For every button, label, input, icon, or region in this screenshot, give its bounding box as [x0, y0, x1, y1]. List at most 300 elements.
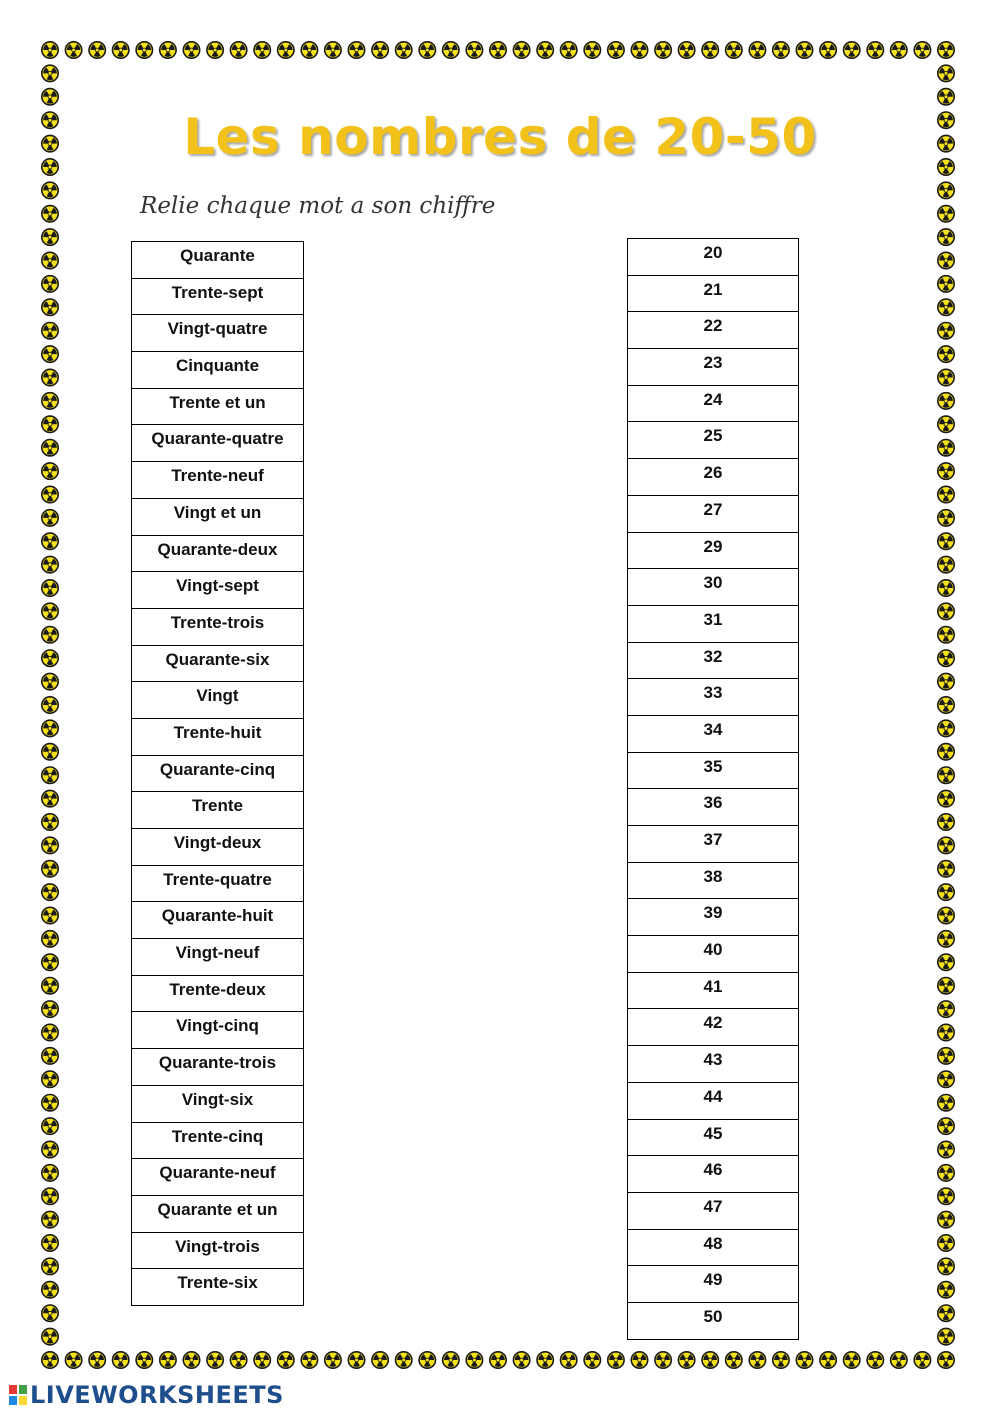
radiation-symbol-icon	[65, 1352, 81, 1368]
radiation-symbol-icon	[42, 1141, 58, 1157]
number-row	[628, 1009, 799, 1046]
number-cell[interactable]: 25	[628, 422, 799, 459]
number-cell[interactable]: 21	[628, 275, 799, 312]
word-row	[132, 608, 304, 645]
word-list	[131, 241, 304, 1306]
radiation-symbol-icon	[348, 1352, 364, 1368]
page-title: Les nombres de 20-50	[183, 108, 817, 166]
number-cell[interactable]: 24	[628, 385, 799, 422]
radiation-symbol-icon	[42, 299, 58, 315]
radiation-symbol-icon	[113, 1352, 129, 1368]
radiation-symbol-icon	[136, 1352, 152, 1368]
radiation-symbol-icon	[42, 440, 58, 456]
radiation-symbol-icon	[42, 1352, 58, 1368]
radiation-symbol-icon	[938, 369, 954, 385]
radiation-symbol-icon	[938, 1118, 954, 1134]
number-row	[628, 532, 799, 569]
radiation-symbol-icon	[938, 42, 954, 58]
radiation-symbol-icon	[938, 837, 954, 853]
radiation-symbol-icon	[938, 1024, 954, 1040]
radiation-symbol-icon	[938, 1071, 954, 1087]
radiation-symbol-icon	[938, 790, 954, 806]
number-row	[628, 312, 799, 349]
radiation-symbol-icon	[938, 229, 954, 245]
number-row	[628, 826, 799, 863]
word-cell[interactable]: Trente-huit	[132, 718, 304, 755]
word-cell[interactable]: Quarante	[132, 242, 304, 279]
radiation-symbol-icon	[537, 1352, 553, 1368]
radiation-symbol-icon	[749, 1352, 765, 1368]
radiation-symbol-icon	[42, 1235, 58, 1251]
radiation-symbol-icon	[136, 42, 152, 58]
radiation-symbol-icon	[938, 416, 954, 432]
word-cell[interactable]: Vingt	[132, 682, 304, 719]
radiation-symbol-icon	[372, 42, 388, 58]
radiation-symbol-icon	[938, 299, 954, 315]
radiation-symbol-icon	[938, 252, 954, 268]
radiation-symbol-icon	[844, 42, 860, 58]
radiation-symbol-icon	[42, 814, 58, 830]
logo-mark-icon	[8, 1383, 28, 1407]
word-cell[interactable]: Vingt-neuf	[132, 939, 304, 976]
radiation-symbol-icon	[42, 1258, 58, 1274]
radiation-symbol-icon	[938, 603, 954, 619]
radiation-symbol-icon	[938, 697, 954, 713]
radiation-symbol-icon	[183, 42, 199, 58]
word-cell[interactable]: Trente et un	[132, 388, 304, 425]
word-cell[interactable]: Trente-six	[132, 1269, 304, 1306]
radiation-symbol-icon	[419, 42, 435, 58]
radiation-symbol-icon	[655, 42, 671, 58]
radiation-symbol-icon	[42, 931, 58, 947]
number-cell[interactable]: 37	[628, 826, 799, 863]
radiation-symbol-icon	[938, 1258, 954, 1274]
radiation-symbol-icon	[631, 42, 647, 58]
radiation-symbol-icon	[702, 42, 718, 58]
radiation-symbol-icon	[42, 1305, 58, 1321]
number-cell[interactable]: 41	[628, 972, 799, 1009]
word-row	[132, 425, 304, 462]
radiation-symbol-icon	[348, 42, 364, 58]
radiation-symbol-icon	[396, 42, 412, 58]
radiation-symbol-icon	[749, 42, 765, 58]
number-row	[628, 1266, 799, 1303]
word-row	[132, 1012, 304, 1049]
radiation-symbol-icon	[65, 42, 81, 58]
word-cell[interactable]: Quarante-deux	[132, 535, 304, 572]
radiation-symbol-icon	[42, 556, 58, 572]
radiation-symbol-icon	[42, 1118, 58, 1134]
number-row	[628, 239, 799, 276]
radiation-symbol-icon	[938, 907, 954, 923]
word-cell[interactable]: Quarante-trois	[132, 1049, 304, 1086]
radiation-symbol-icon	[42, 42, 58, 58]
radiation-symbol-icon	[773, 1352, 789, 1368]
number-row	[628, 495, 799, 532]
radiation-symbol-icon	[938, 89, 954, 105]
radiation-symbol-icon	[42, 252, 58, 268]
word-row	[132, 572, 304, 609]
radiation-symbol-icon	[914, 1352, 930, 1368]
radiation-symbol-icon	[42, 790, 58, 806]
word-cell[interactable]: Quarante-neuf	[132, 1159, 304, 1196]
word-cell[interactable]: Vingt-sept	[132, 572, 304, 609]
radiation-symbol-icon	[466, 1352, 482, 1368]
radiation-symbol-icon	[254, 42, 270, 58]
word-cell[interactable]: Trente-sept	[132, 278, 304, 315]
radiation-symbol-icon	[42, 1211, 58, 1227]
radiation-symbol-icon	[42, 603, 58, 619]
word-cell[interactable]: Trente-neuf	[132, 462, 304, 499]
radiation-symbol-icon	[938, 182, 954, 198]
number-cell[interactable]: 48	[628, 1229, 799, 1266]
radiation-symbol-icon	[207, 42, 223, 58]
word-row	[132, 1085, 304, 1122]
radiation-symbol-icon	[42, 1282, 58, 1298]
radiation-symbol-icon	[773, 42, 789, 58]
number-cell[interactable]: 31	[628, 605, 799, 642]
radiation-symbol-icon	[938, 580, 954, 596]
logo-text: LIVEWORKSHEETS	[30, 1381, 284, 1409]
radiation-symbol-icon	[938, 276, 954, 292]
radiation-symbol-icon	[42, 1001, 58, 1017]
word-row	[132, 1159, 304, 1196]
radiation-symbol-icon	[42, 182, 58, 198]
number-cell[interactable]: 42	[628, 1009, 799, 1046]
radiation-symbol-icon	[938, 1328, 954, 1344]
instruction-text: Relie chaque mot a son chiffre	[140, 193, 496, 219]
radiation-symbol-icon	[726, 42, 742, 58]
number-row	[628, 422, 799, 459]
number-row	[628, 349, 799, 386]
radiation-symbol-icon	[42, 369, 58, 385]
number-list-container	[620, 230, 810, 1354]
word-cell[interactable]: Trente-cinq	[132, 1122, 304, 1159]
number-cell[interactable]: 34	[628, 715, 799, 752]
radiation-symbol-icon	[631, 1352, 647, 1368]
word-row	[132, 1195, 304, 1232]
word-cell[interactable]: Vingt et un	[132, 498, 304, 535]
radiation-symbol-icon	[914, 42, 930, 58]
radiation-symbol-icon	[584, 1352, 600, 1368]
radiation-symbol-icon	[42, 276, 58, 292]
radiation-symbol-icon	[655, 1352, 671, 1368]
number-cell[interactable]: 50	[628, 1302, 799, 1339]
number-cell[interactable]: 46	[628, 1156, 799, 1193]
word-row	[132, 242, 304, 279]
radiation-symbol-icon	[42, 1328, 58, 1344]
radiation-symbol-icon	[678, 1352, 694, 1368]
radiation-symbol-icon	[938, 346, 954, 362]
radiation-symbol-icon	[42, 393, 58, 409]
number-row	[628, 972, 799, 1009]
number-row	[628, 862, 799, 899]
radiation-symbol-icon	[42, 1095, 58, 1111]
word-row	[132, 1049, 304, 1086]
radiation-symbol-icon	[537, 42, 553, 58]
radiation-symbol-icon	[938, 1095, 954, 1111]
radiation-symbol-icon	[938, 673, 954, 689]
number-cell[interactable]: 44	[628, 1082, 799, 1119]
radiation-symbol-icon	[938, 954, 954, 970]
number-row	[628, 1082, 799, 1119]
number-row	[628, 1119, 799, 1156]
radiation-symbol-icon	[938, 1235, 954, 1251]
number-row	[628, 385, 799, 422]
radiation-symbol-icon	[796, 42, 812, 58]
radiation-symbol-icon	[42, 650, 58, 666]
radiation-symbol-icon	[938, 650, 954, 666]
radiation-symbol-icon	[443, 42, 459, 58]
radiation-symbol-icon	[42, 580, 58, 596]
radiation-symbol-icon	[325, 1352, 341, 1368]
radiation-symbol-icon	[938, 1305, 954, 1321]
radiation-symbol-icon	[396, 1352, 412, 1368]
radiation-symbol-icon	[726, 1352, 742, 1368]
radiation-symbol-icon	[938, 1048, 954, 1064]
radiation-symbol-icon	[938, 1141, 954, 1157]
number-cell[interactable]: 39	[628, 899, 799, 936]
radiation-symbol-icon	[207, 1352, 223, 1368]
radiation-symbol-icon	[938, 206, 954, 222]
word-row	[132, 1232, 304, 1269]
number-row	[628, 715, 799, 752]
radiation-symbol-icon	[938, 627, 954, 643]
radiation-symbol-icon	[42, 463, 58, 479]
radiation-symbol-icon	[867, 1352, 883, 1368]
word-cell[interactable]: Quarante-quatre	[132, 425, 304, 462]
radiation-symbol-icon	[490, 1352, 506, 1368]
number-row	[628, 679, 799, 716]
word-cell[interactable]: Quarante-cinq	[132, 755, 304, 792]
radiation-symbol-icon	[490, 42, 506, 58]
radiation-symbol-icon	[42, 744, 58, 760]
radiation-symbol-icon	[42, 767, 58, 783]
radiation-symbol-icon	[42, 1024, 58, 1040]
radiation-symbol-icon	[938, 1352, 954, 1368]
word-cell[interactable]: Vingt-cinq	[132, 1012, 304, 1049]
number-row	[628, 605, 799, 642]
radiation-symbol-icon	[42, 861, 58, 877]
word-cell[interactable]: Vingt-quatre	[132, 315, 304, 352]
radiation-symbol-icon	[42, 1048, 58, 1064]
radiation-symbol-icon	[42, 206, 58, 222]
word-row	[132, 1269, 304, 1306]
radiation-symbol-icon	[42, 1165, 58, 1181]
radiation-symbol-icon	[584, 42, 600, 58]
radiation-symbol-icon	[938, 65, 954, 81]
word-cell[interactable]: Quarante-six	[132, 645, 304, 682]
number-row	[628, 752, 799, 789]
number-row	[628, 569, 799, 606]
liveworksheets-logo	[8, 1380, 284, 1410]
radiation-symbol-icon	[844, 1352, 860, 1368]
word-row	[132, 902, 304, 939]
radiation-symbol-icon	[938, 510, 954, 526]
radiation-symbol-icon	[938, 556, 954, 572]
radiation-symbol-icon	[42, 1071, 58, 1087]
radiation-symbol-icon	[42, 884, 58, 900]
number-row	[628, 936, 799, 973]
radiation-symbol-icon	[443, 1352, 459, 1368]
number-row	[628, 789, 799, 826]
number-cell[interactable]: 20	[628, 239, 799, 276]
word-row	[132, 462, 304, 499]
radiation-symbol-icon	[42, 533, 58, 549]
radiation-symbol-icon	[42, 229, 58, 245]
word-cell[interactable]: Trente-trois	[132, 608, 304, 645]
word-cell[interactable]: Vingt-deux	[132, 829, 304, 866]
radiation-symbol-icon	[89, 1352, 105, 1368]
number-cell[interactable]: 47	[628, 1192, 799, 1229]
radiation-symbol-icon	[42, 720, 58, 736]
radiation-symbol-icon	[42, 697, 58, 713]
radiation-symbol-icon	[42, 323, 58, 339]
word-cell[interactable]: Cinquante	[132, 352, 304, 389]
radiation-symbol-icon	[42, 416, 58, 432]
radiation-symbol-icon	[42, 907, 58, 923]
number-row	[628, 275, 799, 312]
number-cell[interactable]: 45	[628, 1119, 799, 1156]
number-row	[628, 1302, 799, 1339]
radiation-symbol-icon	[301, 42, 317, 58]
number-cell[interactable]: 35	[628, 752, 799, 789]
radiation-symbol-icon	[820, 1352, 836, 1368]
radiation-symbol-icon	[702, 1352, 718, 1368]
radiation-symbol-icon	[419, 1352, 435, 1368]
word-row	[132, 939, 304, 976]
word-row	[132, 755, 304, 792]
radiation-symbol-icon	[230, 42, 246, 58]
radiation-symbol-icon	[938, 1188, 954, 1204]
word-row	[132, 975, 304, 1012]
word-cell[interactable]: Vingt-six	[132, 1085, 304, 1122]
number-cell[interactable]: 38	[628, 862, 799, 899]
radiation-symbol-icon	[466, 42, 482, 58]
number-cell[interactable]: 22	[628, 312, 799, 349]
radiation-symbol-icon	[561, 1352, 577, 1368]
word-row	[132, 829, 304, 866]
radiation-symbol-icon	[42, 978, 58, 994]
radiation-symbol-icon	[325, 42, 341, 58]
number-row	[628, 642, 799, 679]
radiation-symbol-icon	[230, 1352, 246, 1368]
radiation-symbol-icon	[183, 1352, 199, 1368]
number-cell[interactable]: 30	[628, 569, 799, 606]
radiation-symbol-icon	[42, 1188, 58, 1204]
word-cell[interactable]: Trente	[132, 792, 304, 829]
radiation-symbol-icon	[938, 1165, 954, 1181]
word-row	[132, 278, 304, 315]
radiation-symbol-icon	[254, 1352, 270, 1368]
number-row	[628, 1229, 799, 1266]
number-cell[interactable]: 36	[628, 789, 799, 826]
radiation-symbol-icon	[938, 323, 954, 339]
radiation-symbol-icon	[796, 1352, 812, 1368]
radiation-symbol-icon	[160, 1352, 176, 1368]
radiation-symbol-icon	[301, 1352, 317, 1368]
radiation-symbol-icon	[938, 1211, 954, 1227]
radiation-symbol-icon	[160, 42, 176, 58]
number-cell[interactable]: 33	[628, 679, 799, 716]
radiation-symbol-icon	[938, 393, 954, 409]
number-cell[interactable]: 43	[628, 1046, 799, 1083]
radiation-symbol-icon	[678, 42, 694, 58]
number-row	[628, 1046, 799, 1083]
radiation-symbol-icon	[938, 533, 954, 549]
radiation-symbol-icon	[938, 1282, 954, 1298]
radiation-symbol-icon	[938, 744, 954, 760]
word-row	[132, 645, 304, 682]
radiation-symbol-icon	[938, 884, 954, 900]
word-row	[132, 498, 304, 535]
radiation-symbol-icon	[891, 42, 907, 58]
radiation-symbol-icon	[42, 627, 58, 643]
word-cell[interactable]: Vingt-trois	[132, 1232, 304, 1269]
radiation-symbol-icon	[938, 931, 954, 947]
number-row	[628, 1192, 799, 1229]
number-row	[628, 899, 799, 936]
word-row	[132, 1122, 304, 1159]
radiation-symbol-icon	[42, 954, 58, 970]
word-row	[132, 718, 304, 755]
radiation-symbol-icon	[89, 42, 105, 58]
radiation-symbol-icon	[42, 673, 58, 689]
radiation-symbol-icon	[938, 486, 954, 502]
word-cell[interactable]: Quarante-huit	[132, 902, 304, 939]
radiation-symbol-icon	[820, 42, 836, 58]
radiation-symbol-icon	[42, 65, 58, 81]
word-row	[132, 352, 304, 389]
word-row	[132, 535, 304, 572]
radiation-symbol-icon	[278, 1352, 294, 1368]
radiation-symbol-icon	[372, 1352, 388, 1368]
number-cell[interactable]: 27	[628, 495, 799, 532]
word-row	[132, 315, 304, 352]
number-list	[627, 238, 799, 1340]
word-row	[132, 388, 304, 425]
word-row	[132, 682, 304, 719]
radiation-symbol-icon	[513, 1352, 529, 1368]
radiation-symbol-icon	[42, 486, 58, 502]
number-cell[interactable]: 49	[628, 1266, 799, 1303]
radiation-symbol-icon	[938, 814, 954, 830]
word-cell[interactable]: Trente-deux	[132, 975, 304, 1012]
radiation-symbol-icon	[938, 767, 954, 783]
word-cell[interactable]: Quarante et un	[132, 1195, 304, 1232]
number-cell[interactable]: 40	[628, 936, 799, 973]
number-cell[interactable]: 29	[628, 532, 799, 569]
radiation-symbol-icon	[938, 463, 954, 479]
number-row	[628, 459, 799, 496]
number-cell[interactable]: 26	[628, 459, 799, 496]
radiation-symbol-icon	[938, 1001, 954, 1017]
radiation-symbol-icon	[561, 42, 577, 58]
radiation-symbol-icon	[42, 89, 58, 105]
word-row	[132, 792, 304, 829]
radiation-symbol-icon	[938, 720, 954, 736]
radiation-symbol-icon	[278, 42, 294, 58]
radiation-symbol-icon	[938, 861, 954, 877]
number-row	[628, 1156, 799, 1193]
radiation-symbol-icon	[42, 510, 58, 526]
word-cell[interactable]: Trente-quatre	[132, 865, 304, 902]
radiation-symbol-icon	[938, 440, 954, 456]
radiation-symbol-icon	[608, 42, 624, 58]
radiation-symbol-icon	[42, 346, 58, 362]
number-cell[interactable]: 23	[628, 349, 799, 386]
number-cell[interactable]: 32	[628, 642, 799, 679]
